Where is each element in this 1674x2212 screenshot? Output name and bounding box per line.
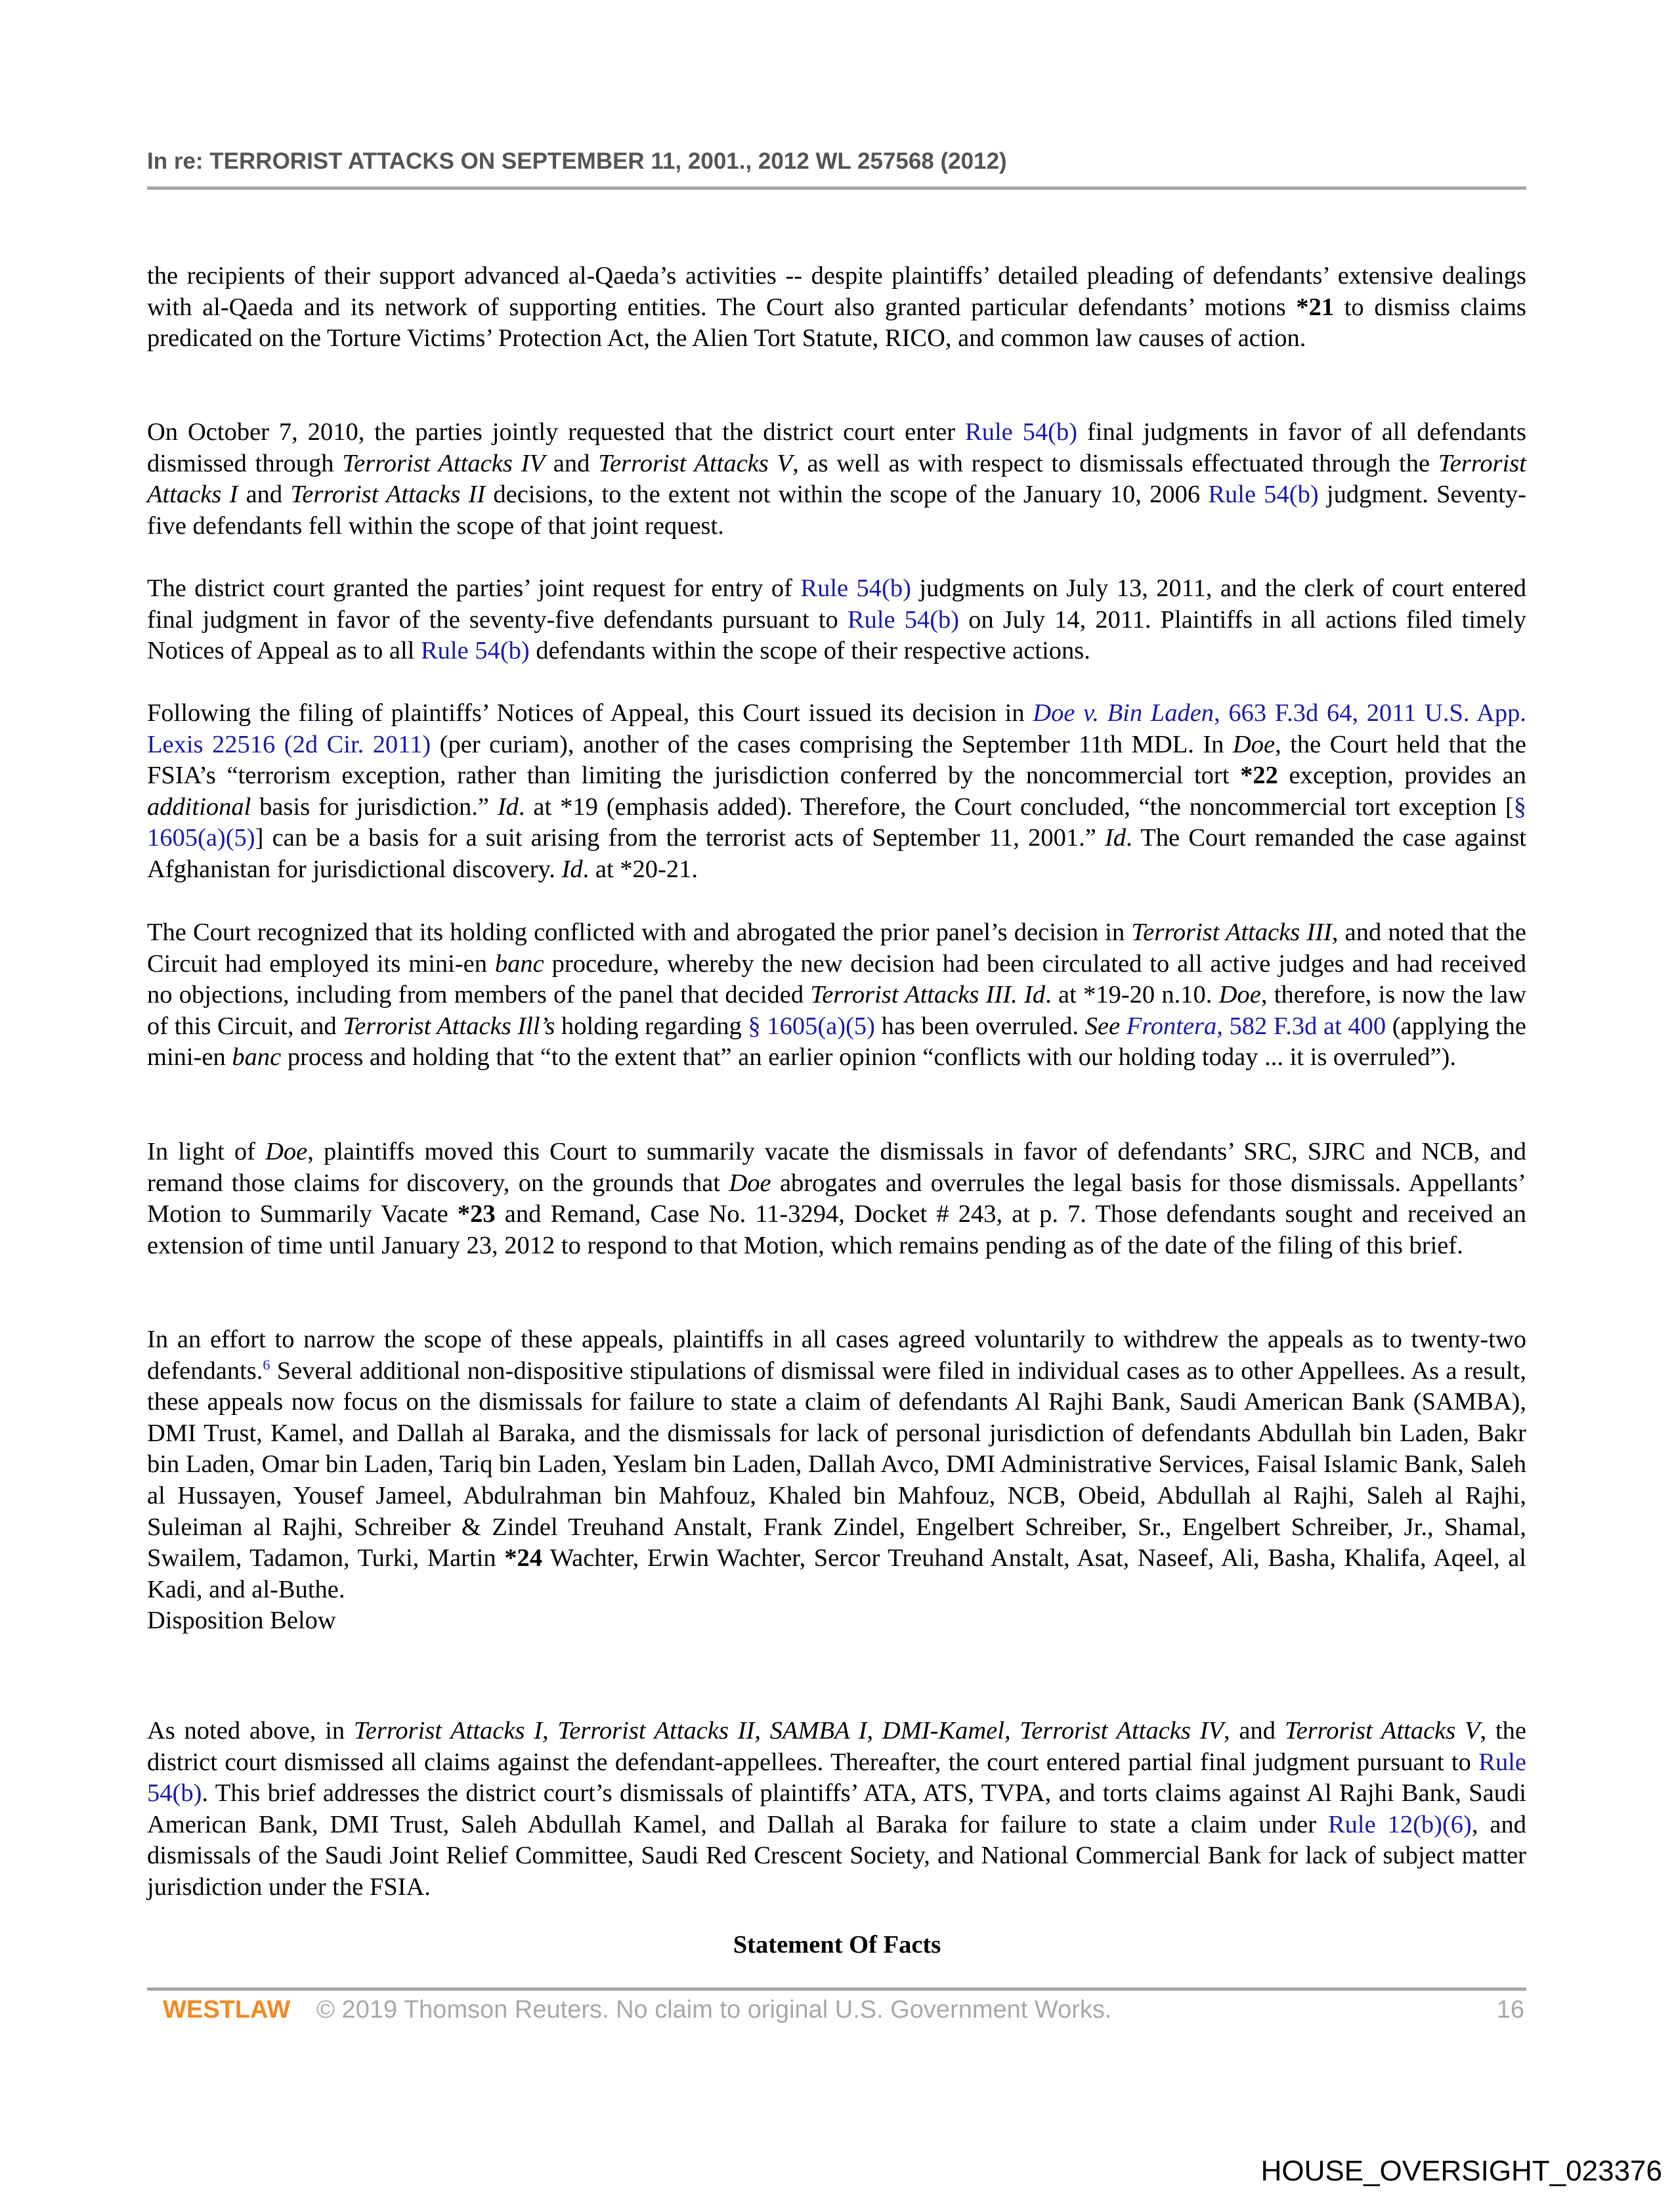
text: judgments on July 13, 2011, and the clerk of court entered final judgment in favor of the seventy-five defendants pursuant to [147, 575, 1526, 634]
rule-54b-link[interactable]: Rule 54(b) [847, 605, 960, 634]
case-name: Terrorist Attacks III. Id [810, 981, 1046, 1009]
emphasis: additional [147, 792, 251, 821]
text: . at *20-21. [582, 855, 698, 883]
text: , the Court held that the FSIA’s “terrorism exception, rather than limiting the jurisdiction conferred by the noncommercial tort [147, 730, 1526, 790]
text: , plaintiffs moved this Court to summarily vacate the dismissals in favor of defendants’ SRC, SJRC and NCB, and remand those claims for discovery, on the grounds that [147, 1138, 1526, 1197]
footer-divider [147, 1987, 1526, 1991]
text: In light of [147, 1138, 266, 1165]
star-page-marker: *23 [457, 1200, 496, 1228]
bates-number: HOUSE_OVERSIGHT_023376 [1260, 2155, 1662, 2187]
text: the recipients of their support advanced al-Qaeda’s activities -- despite plaintiffs’ detailed pleading of defendants’ extensive dealings with al-Qaeda and its network of supporting entities. The Court also granted particular defendants’ motions [147, 262, 1526, 321]
section-heading: Statement Of Facts [733, 1931, 941, 1959]
star-page-marker: *21 [1296, 293, 1335, 321]
text: (per curiam), another of the cases comprising the September 11th MDL. In [431, 730, 1233, 758]
text: , the district court dismissed all claims against the defendant-appellees. Thereafter, the court entered partial final judgment pursuant to [147, 1717, 1526, 1776]
case-name: Terrorist Attacks V [598, 449, 793, 477]
header-divider [147, 186, 1526, 190]
text: final judgments in favor of all defendants dismissed through [147, 418, 1526, 477]
rule-54b-link[interactable]: Rule 54(b) [147, 1748, 1526, 1808]
text: has been overruled. [874, 1012, 1085, 1040]
case-name: Doe [265, 1138, 308, 1165]
case-name: Doe [1232, 730, 1276, 758]
text: (applying the mini-en [147, 1012, 1526, 1072]
text: . at *19-20 n.10. [1045, 981, 1219, 1009]
id-cite: Id [1105, 824, 1127, 852]
paragraph-3 [147, 573, 1526, 667]
text: In an effort to narrow the scope of these appeals, plaintiffs in all cases agreed voluntarily to withdrew the appeals as to twenty-two defendants. [147, 1326, 1526, 1385]
paragraph-1 [147, 261, 1526, 355]
document-header-title: In re: TERRORIST ATTACKS ON SEPTEMBER 11, 2001., 2012 WL 257568 (2012) [147, 148, 1007, 174]
text: process and holding that “to the extent that” an earlier opinion “conflicts with our holding today ... it is overruled”). [281, 1043, 1456, 1072]
text: , and [1223, 1717, 1285, 1745]
text: , and dismissals of the Saudi Joint Relief Committee, Saudi Red Crescent Society, and National Commercial Bank for lack of subject matter jurisdiction under the FSIA. [147, 1810, 1526, 1901]
text: The Court recognized that its holding conflicted with and abrogated the prior panel’s decision in [147, 919, 1132, 946]
text: , therefore, is now the law of this Circuit, and [147, 981, 1526, 1040]
text: procedure, whereby the new decision had been circulated to all active judges and had received no objections, including from members of the panel that decided [147, 949, 1526, 1009]
text: ] can be a basis for a suit arising from the terrorist acts of September 11, 2001.” [255, 824, 1105, 852]
paragraph-2 [147, 417, 1526, 542]
case-name: Terrorist Attacks Ill’s [343, 1012, 555, 1040]
case-name: Terrorist Attacks IV [342, 449, 545, 477]
case-name: Doe [729, 1169, 771, 1197]
paragraph-4 [147, 698, 1526, 886]
section-1605a5-link[interactable]: § 1605(a)(5) [147, 792, 1527, 852]
text: . The Court remanded the case against Afghanistan for jurisdictional discovery. [147, 824, 1526, 883]
case-name: Terrorist Attacks I, Terrorist Attacks II, SAMBA I, DMI-Kamel, Terrorist Attacks IV [353, 1717, 1224, 1745]
text: . This brief addresses the district court’s dismissals of plaintiffs’ ATA, ATS, TVPA, and torts claims against Al Rajhi Bank, Saudi American Bank, DMI Trust, Saleh Abdullah Kamel, and Dallah al Baraka for failure to state a claim under [147, 1779, 1526, 1838]
rule-12b6-link[interactable]: Rule 12(b)(6) [1327, 1810, 1472, 1838]
id-cite: Id [561, 855, 583, 883]
emphasis: banc [494, 949, 544, 978]
paragraph-7 [147, 1324, 1526, 1637]
copyright-notice: © 2019 Thomson Reuters. No claim to original U.S. Government Works. [316, 1996, 1112, 2024]
text: Several additional non-dispositive stipulations of dismissal were filed in individual cases as to other Appellees. As a result, these appeals now focus on the dismissals for failure to state a claim of defendants Al Rajhi Bank, Saudi American Bank (SAMBA), DMI Trust, Kamel, and Dallah al Baraka, and the dismissals for lack of personal jurisdiction of defendants Abdullah bin Laden, Bakr bin Laden, Omar bin Laden, Tariq bin Laden, Yeslam bin Laden, Dallah Avco, DMI Administrative Services, Faisal Islamic Bank, Saleh al Hussayen, Yousef Jameel, Abdulrahman bin Mahfouz, Khaled bin Mahfouz, NCB, Obeid, Abdullah al Rajhi, Saleh al Rajhi, Suleiman al Rajhi, Schreiber & Zindel Treuhand Anstalt, Frank Zindel, Engelbert Schreiber, Sr., Engelbert Schreiber, Jr., Shamal, Swailem, Tadamon, Turki, Martin [147, 1356, 1526, 1572]
star-page-marker: *22 [1240, 762, 1278, 790]
star-page-marker: *24 [504, 1544, 542, 1572]
text [1120, 1012, 1127, 1040]
text: , and noted that the Circuit had employed its mini-en [147, 919, 1527, 978]
case-name: Terrorist Attacks I [147, 449, 1526, 509]
emphasis: banc [232, 1043, 282, 1072]
text: . at *19 (emphasis added). Therefore, the Court concluded, “the noncommercial tort exception [ [518, 792, 1514, 821]
text: decisions, to the extent not within the scope of the January 10, 2006 [485, 481, 1209, 509]
citation: , 582 F.3d at 400 [1216, 1012, 1386, 1040]
citation: , 663 F.3d 64, 2011 U.S. App. Lexis 22516 (2d Cir. 2011) [147, 699, 1526, 758]
section-1605a5-link[interactable]: § 1605(a)(5) [748, 1012, 875, 1040]
case-name: Terrorist Attacks III [1131, 919, 1332, 946]
case-name: Terrorist Attacks II [290, 481, 486, 509]
text: basis for jurisdiction.” [251, 792, 498, 821]
text: and [544, 449, 599, 477]
paragraph-5 [147, 917, 1526, 1073]
disposition-below-heading: Disposition Below [147, 1607, 336, 1635]
case-name: Doe v. Bin Laden [1033, 699, 1214, 727]
text: and [238, 481, 291, 509]
text: defendants within the scope of their respective actions. [529, 637, 1090, 665]
page-number: 16 [1496, 1996, 1524, 2024]
text: to dismiss claims predicated on the Torture Victims’ Protection Act, the Alien Tort Statute, RICO, and common law causes of action. [147, 293, 1527, 353]
paragraph-8 [147, 1716, 1526, 1903]
text: on July 14, 2011. Plaintiffs in all actions filed timely Notices of Appeal as to all [147, 605, 1527, 665]
text: As noted above, in [147, 1717, 354, 1745]
rule-54b-link[interactable]: Rule 54(b) [800, 575, 911, 602]
case-name: Terrorist Attacks V [1284, 1717, 1480, 1745]
westlaw-logo: WESTLAW [163, 1996, 291, 2024]
text: abrogates and overrules the legal basis for those dismissals. Appellants’ Motion to Summarily Vacate [147, 1169, 1526, 1228]
signal: See [1084, 1012, 1121, 1040]
case-name: Doe [1218, 981, 1261, 1009]
text: The district court granted the parties’ joint request for entry of [147, 575, 801, 602]
text: exception, provides an [1277, 762, 1526, 790]
text: , as well as with respect to dismissals effectuated through the [792, 449, 1438, 477]
paragraph-6 [147, 1137, 1526, 1261]
rule-54b-link[interactable]: Rule 54(b) [1208, 481, 1319, 509]
text: On October 7, 2010, the parties jointly requested that the district court enter [147, 418, 966, 446]
id-cite: Id [497, 792, 519, 821]
rule-54b-link[interactable]: Rule 54(b) [965, 418, 1078, 446]
text: Wachter, Erwin Wachter, Sercor Treuhand Anstalt, Asat, Naseef, Ali, Basha, Khalifa, Aqeel, al Kadi, and al-Buthe. [147, 1544, 1527, 1603]
frontera-link[interactable] [1127, 1012, 1386, 1040]
rule-54b-link[interactable]: Rule 54(b) [420, 637, 530, 665]
text: holding regarding [555, 1012, 748, 1040]
footnote-6-link[interactable]: 6 [263, 1356, 270, 1373]
text: judgment. Seventy-five defendants fell within the scope of that joint request. [147, 481, 1526, 540]
text: Following the filing of plaintiffs’ Notices of Appeal, this Court issued its decision in [147, 699, 1033, 727]
case-name: Frontera [1126, 1012, 1217, 1040]
text: and Remand, Case No. 11-3294, Docket # 243, at p. 7. Those defendants sought and received an extension of time until January 23, 2012 to respond to that Motion, which remains pending as of the date of the filing of this brief. [147, 1200, 1526, 1259]
